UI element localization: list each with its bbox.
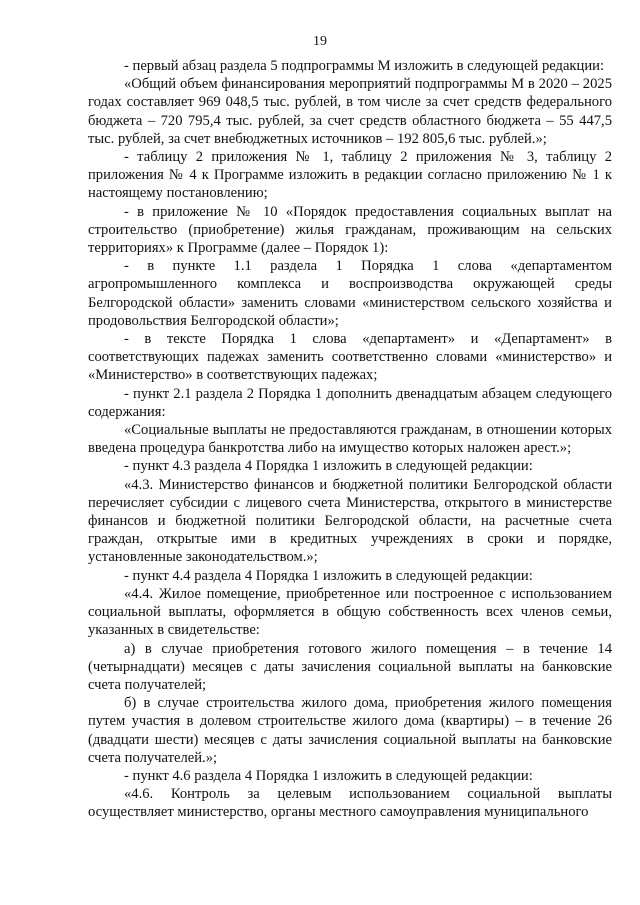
- paragraph: - пункт 4.3 раздела 4 Порядка 1 изложить в следующей редакции:: [124, 458, 533, 475]
- paragraph: - в пункте 1.1 раздела 1 Порядка 1 слова «департаментом агропромышленного комплекса и воспроизводства окружающей среды Белгородской области» заменить словами «министерством сельского хозяйства и продовольствия Белгородской области»;: [88, 258, 612, 329]
- document-body: [88, 57, 612, 822]
- paragraph: - в тексте Порядка 1 слова «департамент» и «Департамент» в соответствующих падежах заменить соответственно словами «министерство» и «Министерство» в соответствующих падежах;: [88, 331, 612, 384]
- paragraph: б) в случае строительства жилого дома, приобретения жилого помещения путем участия в долевом строительстве жилого дома (квартиры) – в течение 26 (двадцати шести) месяцев с даты зачисления социальной выплаты на банковские счета получателей.»;: [88, 695, 612, 766]
- paragraph: «Общий объем финансирования мероприятий подпрограммы М в 2020 – 2025 годах составляет 969 048,5 тыс. рублей, в том числе за счет средств федерального бюджета – 720 795,4 тыс. рублей, за счет средств областного бюджета – 55 447,5 тыс. рублей, за счет внебюджетных источников – 192 805,6 тыс. рублей.»;: [88, 76, 612, 147]
- paragraph: - в приложение № 10 «Порядок предоставления социальных выплат на строительство (приобретение) жилья гражданам, проживающим на сельских территориях» к Программе (далее – Порядок 1):: [88, 203, 612, 257]
- paragraph: «4.3. Министерство финансов и бюджетной политики Белгородской области перечисляет субсидии с лицевого счета Министерства, открытого в министерстве финансов и бюджетной политики Белгородской области, на расчетные счета граждан, открытые ими в кредитных учреждениях в сроки и порядке, установленные законодательством.»;: [88, 476, 612, 566]
- paragraph: - пункт 4.4 раздела 4 Порядка 1 изложить в следующей редакции:: [124, 567, 533, 584]
- page-number: 19: [313, 34, 327, 49]
- paragraph: - таблицу 2 приложения № 1, таблицу 2 приложения № 3, таблицу 2 приложения № 4 к Программе изложить в редакции согласно приложению № 1 к настоящему постановлению;: [88, 149, 612, 202]
- paragraph: «4.4. Жилое помещение, приобретенное или построенное с использованием социальной выплаты, оформляется в общую собственность всех членов семьи, указанных в свидетельстве:: [88, 585, 612, 639]
- paragraph: - пункт 4.6 раздела 4 Порядка 1 изложить в следующей редакции:: [124, 767, 533, 784]
- paragraph: «Социальные выплаты не предоставляются гражданам, в отношении которых введена процедура банкротства либо на имущество которых наложен арест.»;: [88, 422, 612, 457]
- paragraph: «4.6. Контроль за целевым использованием социальной выплаты осуществляет министерство, органы местного самоуправления муниципального: [88, 786, 612, 821]
- paragraph: - первый абзац раздела 5 подпрограммы М изложить в следующей редакции:: [124, 58, 605, 74]
- paragraph: - пункт 2.1 раздела 2 Порядка 1 дополнить двенадцатым абзацем следующего содержания:: [88, 385, 612, 420]
- paragraph: а) в случае приобретения готового жилого помещения – в течение 14 (четырнадцати) месяцев с даты зачисления социальной выплаты на банковские счета получателей;: [88, 640, 612, 693]
